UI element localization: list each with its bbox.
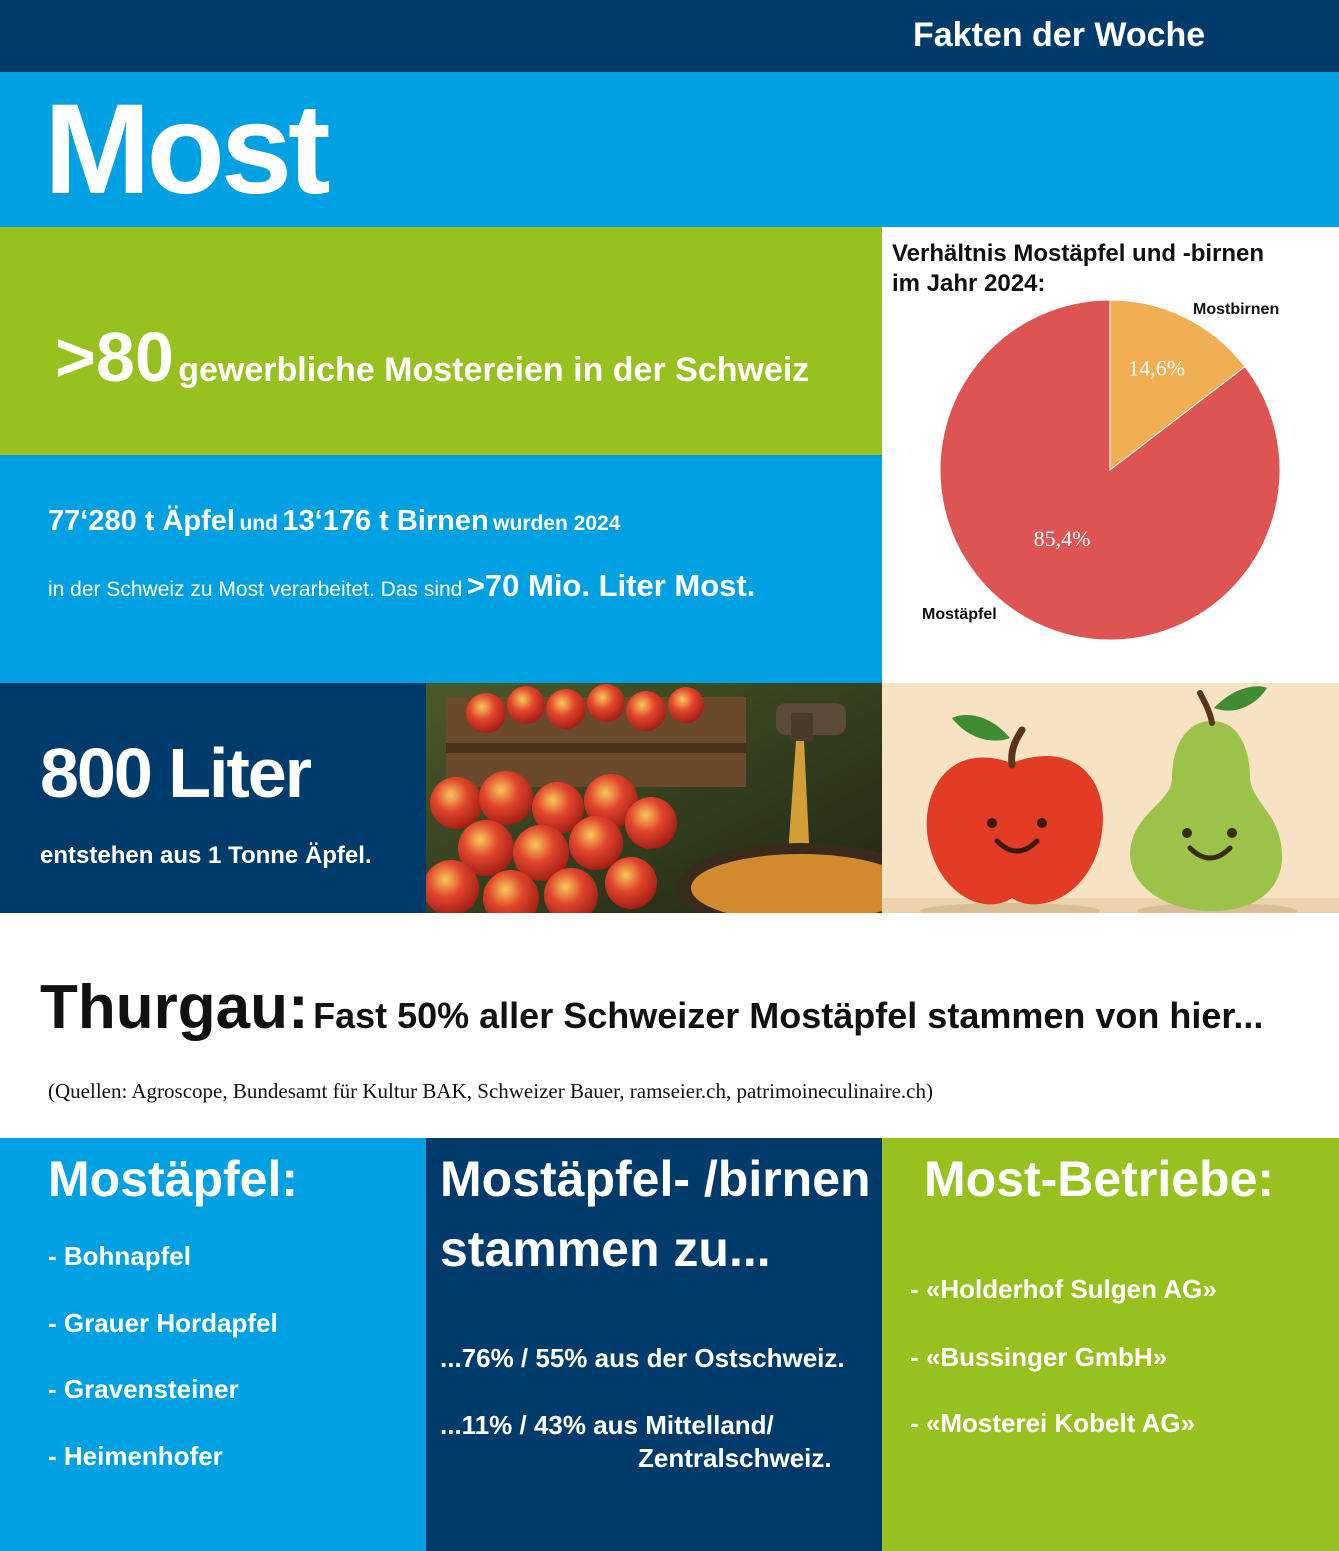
origin-heading-line1: Mostäpfel- /birnen <box>440 1151 871 1207</box>
greater-than-sign: > <box>55 318 96 396</box>
page-title: Most <box>44 78 327 221</box>
title-bar <box>0 72 1339 227</box>
thurgau-headline <box>40 972 1263 1043</box>
wurden-text: wurden 2024 <box>493 512 621 535</box>
thurgau-title: Thurgau: <box>40 973 309 1042</box>
liters-small: entstehen aus 1 Tonne Äpfel. <box>40 842 372 869</box>
origin-item-mittelland: ...11% / 43% aus Mittelland/ <box>440 1410 774 1440</box>
fact-liters <box>0 683 426 913</box>
und-text: und <box>239 512 278 535</box>
top-bar <box>0 0 1339 72</box>
header-label: Fakten der Woche <box>913 16 1206 54</box>
list-item: - «Holderhof Sulgen AG» <box>910 1274 1217 1304</box>
liters-total: >70 Mio. Liter Most. <box>466 568 756 603</box>
thurgau-text: Fast 50% aller Schweizer Mostäpfel stammen von hier... <box>313 995 1264 1036</box>
mostereien-text: gewerbliche Mostereien in der Schweiz <box>178 351 810 389</box>
apple-cider-photo <box>426 683 882 913</box>
list-item: - Gravensteiner <box>48 1374 239 1404</box>
mostaepfel-heading: Mostäpfel: <box>48 1151 298 1207</box>
fact-mostereien <box>0 227 882 455</box>
chart-title-line2: im Jahr 2024: <box>892 270 1046 297</box>
column-betriebe <box>882 1138 1339 1551</box>
column-mostaepfel <box>0 1138 426 1551</box>
column-origin <box>426 1138 882 1551</box>
list-item: - Grauer Hordapfel <box>48 1308 278 1338</box>
pie-category-label: Mostäpfel <box>922 606 997 623</box>
pie-chart <box>882 227 1339 683</box>
pie-chart-panel <box>882 227 1339 683</box>
list-item: - Bohnapfel <box>48 1241 191 1271</box>
smiling-fruits-illustration <box>882 683 1339 913</box>
pie-value-label: 14,6% <box>1128 355 1186 381</box>
liters-big: 800 Liter <box>40 734 310 812</box>
list-item: - «Bussinger GmbH» <box>910 1342 1168 1372</box>
origin-item-mittelland-cont: Zentralschweiz. <box>638 1443 832 1473</box>
sources-note: (Quellen: Agroscope, Bundesamt für Kultur BAK, Schweizer Bauer, ramseier.ch, patrimoineculinaire.ch) <box>48 1079 933 1103</box>
origin-item-ostschweiz: ...76% / 55% aus der Ostschweiz. <box>440 1343 845 1373</box>
pie-value-label: 85,4% <box>1033 526 1091 551</box>
fact-production <box>0 455 882 683</box>
betriebe-heading: Most-Betriebe: <box>924 1151 1275 1207</box>
pears-tonnage: 13‘176 t Birnen <box>282 505 489 537</box>
origin-heading-line2: stammen zu... <box>440 1221 771 1277</box>
mostereien-count: 80 <box>95 318 174 396</box>
list-item: - Heimenhofer <box>48 1441 223 1471</box>
chart-title-line1: Verhältnis Mostäpfel und -birnen <box>892 240 1265 267</box>
production-text: in der Schweiz zu Most verarbeitet. Das sind <box>48 578 463 601</box>
apples-tonnage: 77‘280 t Äpfel <box>48 505 235 537</box>
list-item: - «Mosterei Kobelt AG» <box>910 1408 1196 1438</box>
pie-category-label: Mostbirnen <box>1193 301 1280 318</box>
